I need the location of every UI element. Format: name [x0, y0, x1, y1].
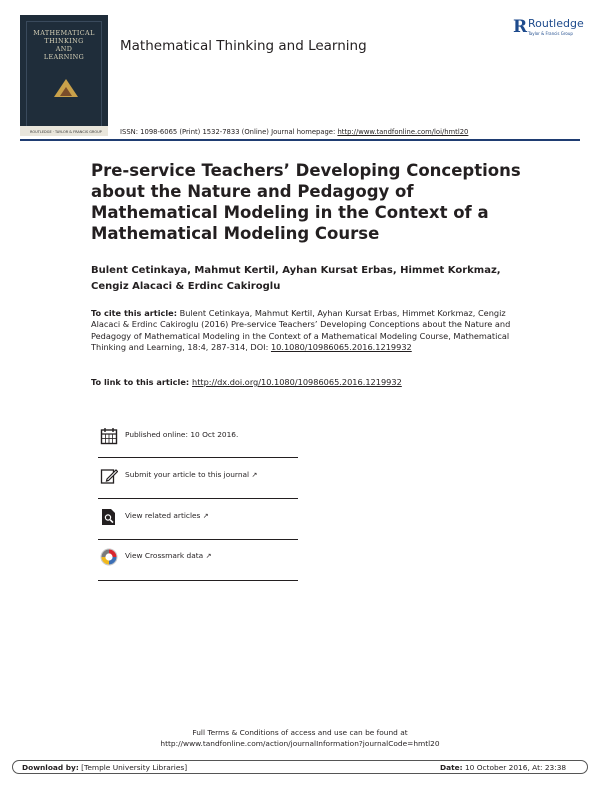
- logo-subtitle: Taylor & Francis Group: [528, 31, 573, 36]
- submit-article-label: [125, 470, 257, 479]
- crossmark-text: View Crossmark data: [125, 551, 204, 560]
- download-date-value: 10 October 2016, At: 23:38: [462, 763, 567, 772]
- crossmark-icon: [100, 548, 118, 566]
- related-articles-link[interactable]: [98, 504, 298, 532]
- edit-pencil-icon: [100, 467, 118, 485]
- journal-cover-image: [20, 15, 108, 136]
- published-online-item: [98, 423, 298, 451]
- submit-article-text: Submit your article to this journal: [125, 470, 250, 479]
- external-link-icon: ↗: [202, 512, 209, 520]
- calendar-icon: [100, 427, 118, 445]
- article-link-label: To link to this article:: [91, 377, 192, 387]
- cover-title-line: THINKING: [44, 37, 84, 45]
- cover-pyramid-inner-graphic: [60, 87, 72, 96]
- journal-homepage-link[interactable]: http://www.tandfonline.com/loi/hmtl20: [337, 128, 469, 136]
- logo-wordmark: Routledge: [528, 17, 584, 30]
- issn-line: [120, 128, 468, 136]
- terms-notice: [100, 727, 500, 749]
- citation-doi-link[interactable]: 10.1080/10986065.2016.1219932: [270, 341, 412, 352]
- issn-text: ISSN: 1098-6065 (Print) 1532-7833 (Online) Journal homepage:: [120, 128, 338, 136]
- routledge-logo[interactable]: [513, 15, 593, 41]
- divider: [98, 580, 298, 581]
- terms-url-link[interactable]: http://www.tandfonline.com/action/journalInformation?journalCode=hmtl20: [160, 739, 440, 748]
- article-title: Pre-service Teachers’ Developing Conceptions about the Nature and Pedagogy of Mathematical Modeling in the Context of a Mathematical Modeling Course: [91, 161, 521, 243]
- download-by-label: Download by:: [22, 763, 79, 772]
- cover-publisher-text: ROUTLEDGE · TAYLOR & FRANCIS GROUP: [30, 130, 102, 134]
- cover-title-line: AND: [55, 45, 73, 53]
- cover-title-line: LEARNING: [43, 53, 85, 61]
- document-search-icon: [100, 508, 118, 526]
- download-date-label: Date:: [440, 763, 463, 772]
- related-articles-label: [125, 511, 209, 520]
- published-online-text: Published online: 10 Oct 2016.: [125, 430, 239, 439]
- divider: [98, 457, 298, 458]
- download-by-value: [Temple University Libraries]: [78, 763, 188, 772]
- journal-name[interactable]: Mathematical Thinking and Learning: [120, 38, 367, 54]
- article-link-line: [91, 377, 531, 387]
- related-articles-text: View related articles: [125, 511, 201, 520]
- terms-line: Full Terms & Conditions of access and use can be found at: [192, 728, 408, 737]
- external-link-icon: ↗: [251, 471, 258, 479]
- cover-title: [20, 29, 108, 61]
- divider: [98, 539, 298, 540]
- header-divider: [20, 139, 580, 141]
- cover-title-line: MATHEMATICAL: [33, 29, 95, 37]
- article-authors: Bulent Cetinkaya, Mahmut Kertil, Ayhan Kursat Erbas, Himmet Korkmaz, Cengiz Alacaci & Erdinc Cakiroglu: [91, 265, 501, 292]
- divider: [98, 498, 298, 499]
- download-date: [440, 763, 566, 772]
- article-doi-url[interactable]: http://dx.doi.org/10.1080/10986065.2016.1219932: [192, 377, 402, 387]
- citation-text: Bulent Cetinkaya, Mahmut Kertil, Ayhan Kursat Erbas, Himmet Korkmaz, Cengiz Alacaci & Erdinc Cakiroglu (2016) Pre-service Teachers’ Developing Conceptions about the Nature and Pedagogy of Mathematical Modeling in the Context of a Mathematical Modeling Course, Mathematical Thinking and Learning, 18:4, 287-314, DOI:: [91, 308, 511, 352]
- download-by: [22, 763, 187, 772]
- external-link-icon: ↗: [205, 552, 212, 560]
- submit-article-link[interactable]: [98, 463, 298, 491]
- citation-block: [91, 308, 531, 353]
- crossmark-link[interactable]: [98, 544, 298, 572]
- routledge-r-icon: R: [513, 17, 528, 37]
- crossmark-label: [125, 551, 211, 560]
- citation-label: To cite this article:: [91, 308, 177, 318]
